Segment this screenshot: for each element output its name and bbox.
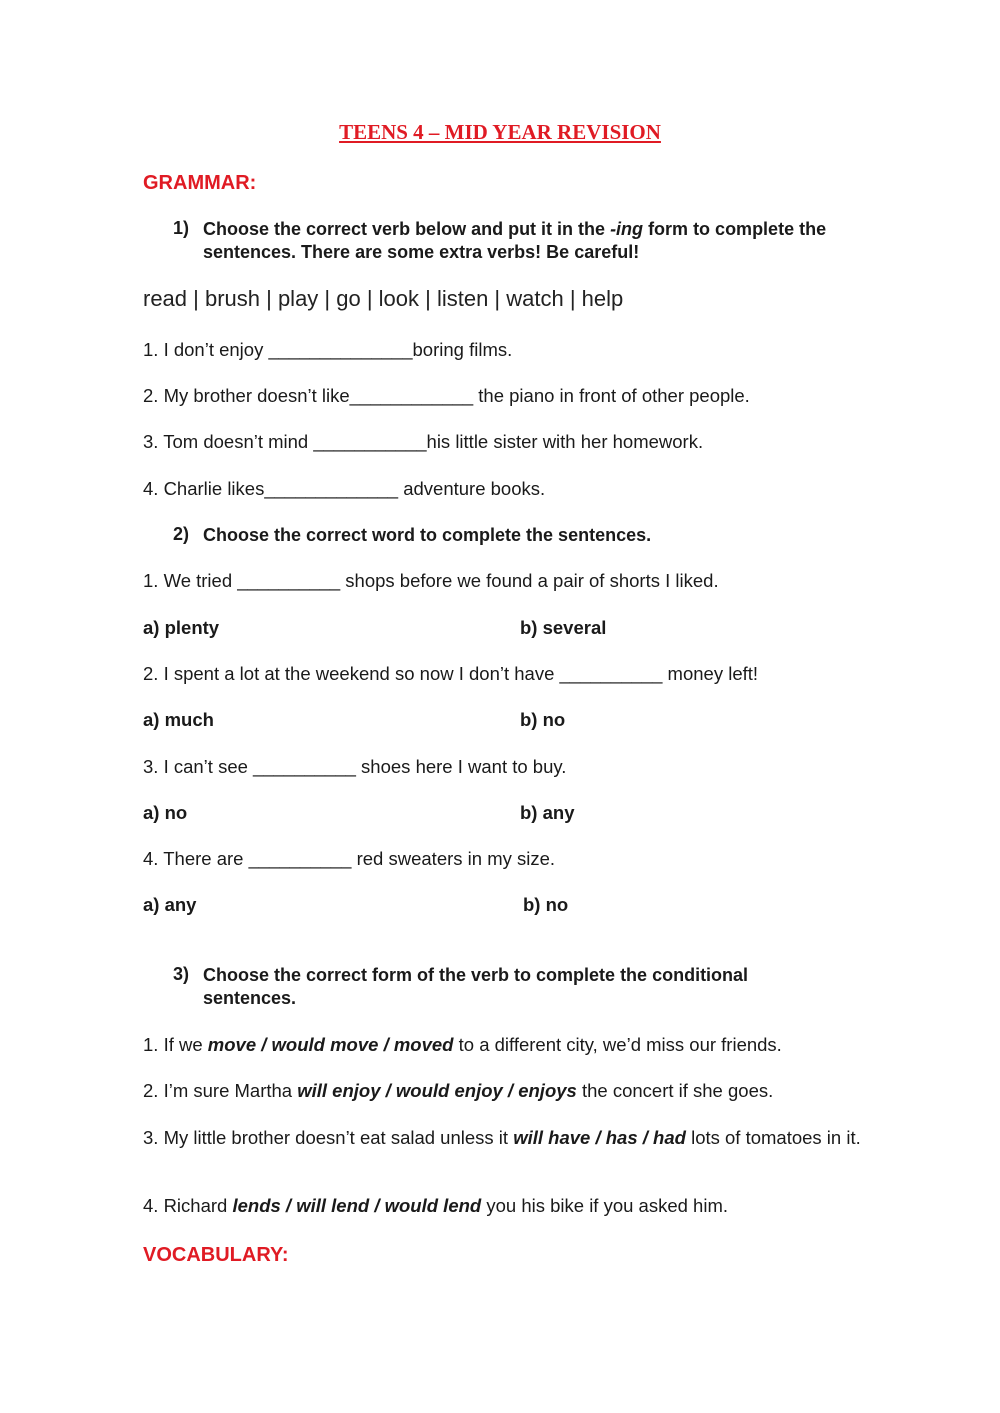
sentence-start: 3. My little brother doesn’t eat salad unless it <box>143 1127 514 1148</box>
option-b: b) no <box>520 709 566 730</box>
verb-choices: move / would move / moved <box>207 1034 454 1055</box>
exercise-2-instruction: Choose the correct word to complete the sentences. <box>203 525 652 545</box>
exercise-3-item <box>143 1080 773 1102</box>
instruction-emphasis: -ing <box>610 219 644 239</box>
verb-choices: will enjoy / would enjoy / enjoys <box>297 1080 577 1101</box>
exercise-2-item: 1. We tried __________ shops before we found a pair of shorts I liked. <box>143 570 719 591</box>
exercise-1-item: 2. My brother doesn’t like____________ the piano in front of other people. <box>143 385 750 406</box>
option-a: a) much <box>143 709 214 730</box>
sentence-start: 4. Richard <box>143 1195 233 1216</box>
exercise-number: 1) <box>173 218 190 238</box>
exercise-number: 3) <box>173 964 190 984</box>
verb-choices: will have / has / had <box>513 1127 686 1148</box>
verb-choices: lends / will lend / would lend <box>232 1195 482 1216</box>
option-a: a) no <box>143 802 188 823</box>
option-b: b) several <box>520 617 607 638</box>
exercise-2-item: 2. I spent a lot at the weekend so now I don’t have __________ money left! <box>143 663 759 684</box>
option-a: a) plenty <box>143 617 220 638</box>
exercise-3-item <box>143 1126 888 1149</box>
verb-bank: read | brush | play | go | look | listen | watch | help <box>143 286 624 311</box>
grammar-heading: GRAMMAR: <box>143 172 257 194</box>
sentence-start: 2. I’m sure Martha <box>143 1080 298 1101</box>
sentence-end: you his bike if you asked him. <box>481 1195 729 1216</box>
exercise-2-item: 3. I can’t see __________ shoes here I want to buy. <box>143 756 567 777</box>
exercise-3-item <box>143 1034 782 1056</box>
option-b: b) no <box>523 894 569 915</box>
option-b: b) any <box>520 802 575 823</box>
option-a: a) any <box>143 894 197 915</box>
vocabulary-heading: VOCABULARY: <box>143 1244 289 1266</box>
exercise-2-item: 4. There are __________ red sweaters in my size. <box>143 848 556 869</box>
exercise-1-item: 3. Tom doesn’t mind ___________his little sister with her homework. <box>143 431 704 452</box>
sentence-end: lots of tomatoes in it. <box>685 1127 861 1148</box>
sentence-start: 1. If we <box>143 1034 208 1055</box>
sentence-end: to a different city, we’d miss our friends. <box>453 1034 782 1055</box>
exercise-1-item: 1. I don’t enjoy ______________boring films. <box>143 339 513 360</box>
exercise-3-instruction: Choose the correct form of the verb to complete the conditional sentences. <box>203 965 749 1008</box>
exercise-1-item: 4. Charlie likes_____________ adventure books. <box>143 478 546 499</box>
instruction-text: Choose the correct verb below and put it in the <box>203 219 611 239</box>
exercise-number: 2) <box>173 524 190 544</box>
page-title: TEENS 4 – MID YEAR REVISION <box>339 120 661 144</box>
instruction-text: form to complete the sentences. There are some extra verbs! Be careful! <box>203 219 827 262</box>
sentence-end: the concert if she goes. <box>576 1080 774 1101</box>
exercise-3-item <box>143 1195 728 1217</box>
